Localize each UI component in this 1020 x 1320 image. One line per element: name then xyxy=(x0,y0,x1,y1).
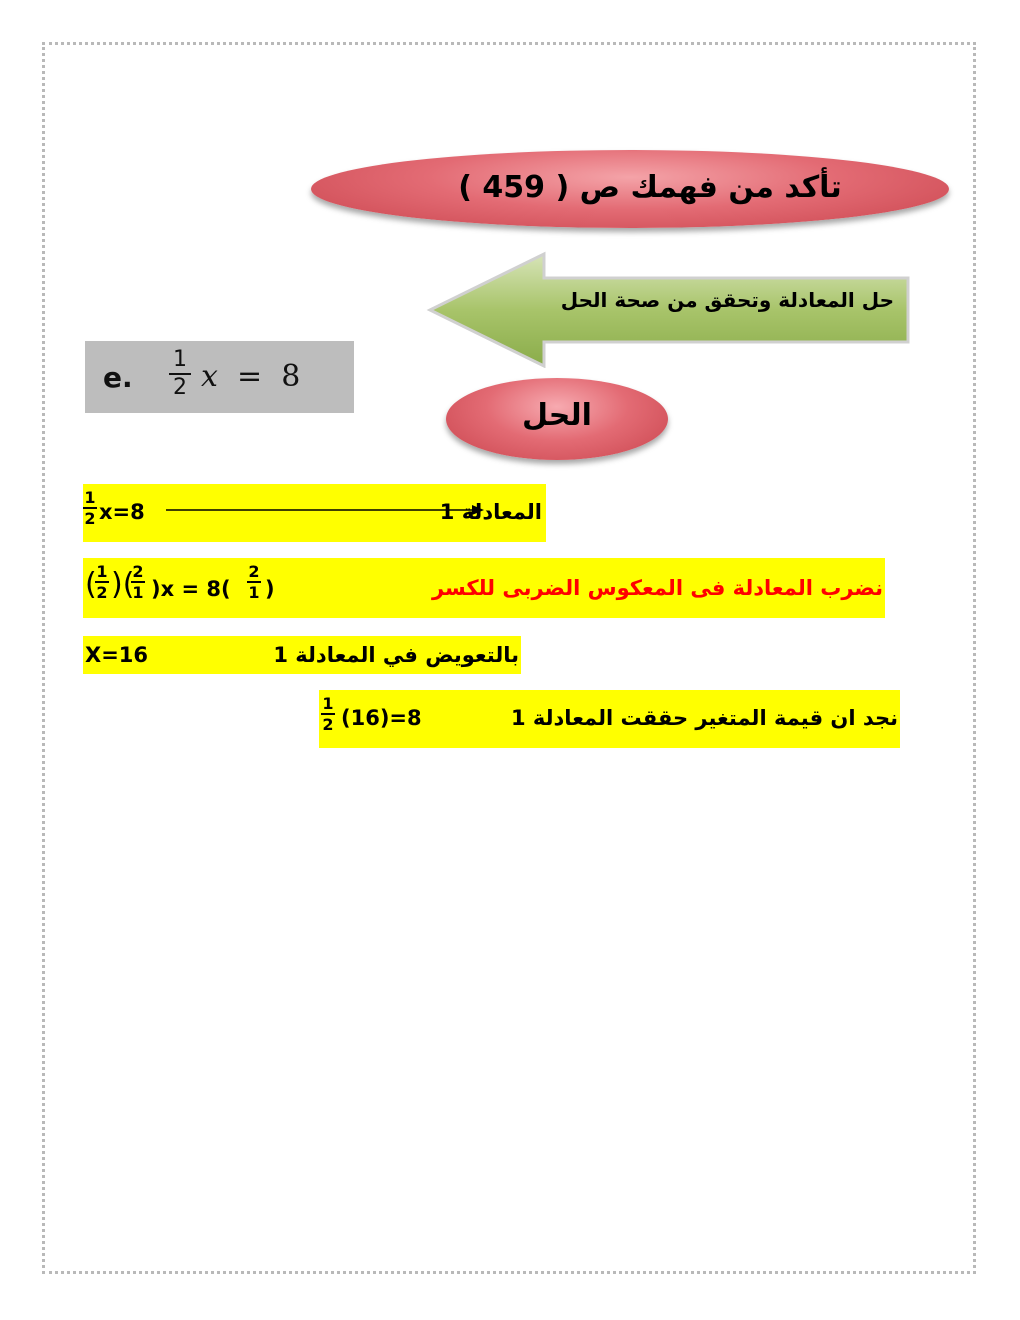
step4-frac-num: 1 xyxy=(322,694,334,713)
step2-f2-num: 2 xyxy=(132,562,144,581)
step2-middle: )x = 8( xyxy=(151,577,238,601)
step-row-3 xyxy=(83,636,521,674)
step4-equation: (16)=8 xyxy=(341,706,422,730)
title-banner xyxy=(311,150,949,228)
step4-frac-den: 2 xyxy=(322,715,334,734)
step3-value: X=16 xyxy=(85,643,149,667)
problem-variable: x xyxy=(201,359,218,394)
step1-equation: x=8 xyxy=(99,500,145,524)
instruction-arrow xyxy=(426,250,912,368)
problem-fraction-numerator: 1 xyxy=(173,347,187,372)
problem-fraction xyxy=(169,347,191,401)
open-paren: ( xyxy=(85,567,97,602)
step1-fraction xyxy=(83,488,97,528)
step1-frac-den: 2 xyxy=(84,509,96,528)
problem-label: e. xyxy=(103,361,133,394)
solution-banner xyxy=(446,378,668,460)
step2-fraction-2 xyxy=(131,562,145,602)
step2-f3-den: 1 xyxy=(248,583,260,602)
step2-close: ) xyxy=(265,577,275,601)
title-text: تأكد من فهمك ص ( 459 ) xyxy=(458,170,842,205)
step2-text: نضرب المعادلة فى المعكوس الضربى للكسر xyxy=(431,576,883,600)
problem-expression xyxy=(201,359,300,394)
step-row-4 xyxy=(319,690,900,748)
step-row-1 xyxy=(83,484,546,542)
step2-f2-den: 1 xyxy=(132,583,144,602)
step3-text: بالتعويض في المعادلة 1 xyxy=(273,643,519,667)
step2-fraction-1 xyxy=(95,562,109,602)
instruction-text: حل المعادلة وتحقق من صحة الحل xyxy=(560,288,894,312)
step1-label: المعادلة 1 xyxy=(439,500,542,524)
problem-rhs: 8 xyxy=(281,359,301,394)
close-paren: )( xyxy=(111,567,135,602)
solution-label: الحل xyxy=(522,398,592,433)
step2-f3-num: 2 xyxy=(248,562,260,581)
right-arrow-icon xyxy=(166,504,486,516)
step4-fraction xyxy=(321,694,335,734)
step2-f1-den: 2 xyxy=(96,583,108,602)
problem-fraction-denominator: 2 xyxy=(169,373,191,401)
problem-equals: = xyxy=(237,359,263,394)
step2-f1-num: 1 xyxy=(96,562,108,581)
step1-frac-num: 1 xyxy=(84,488,96,507)
problem-box xyxy=(85,341,354,413)
step-row-2 xyxy=(83,558,885,618)
step2-fraction-3 xyxy=(247,562,261,602)
step4-text: نجد ان قيمة المتغير حققت المعادلة 1 xyxy=(510,706,898,730)
